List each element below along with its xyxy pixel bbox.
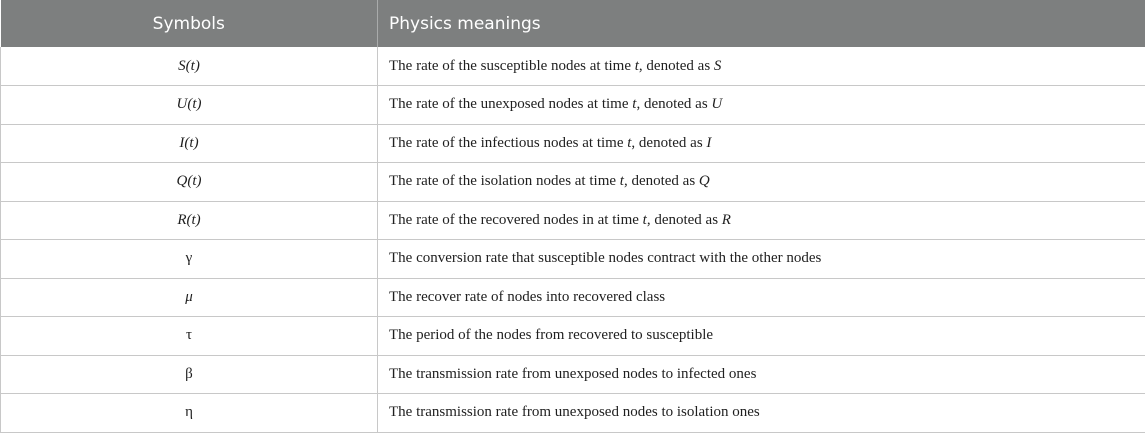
denoted-variable: S [713, 57, 722, 74]
meaning-text: The transmission rate from unexposed nodes to isolation ones [389, 404, 760, 421]
meaning-text: The recover rate of nodes into recovered class [389, 288, 666, 305]
table-row [1, 317, 1145, 356]
meaning-cell [378, 163, 1145, 202]
meaning-text: The rate of the recovered nodes in at time [389, 211, 643, 228]
table-row [1, 201, 1145, 240]
meaning-cell [378, 317, 1145, 356]
meaning-text-denoted: , denoted as [623, 173, 699, 190]
meaning-cell [378, 278, 1145, 317]
denoted-variable: I [706, 134, 712, 151]
meaning-text: The rate of the unexposed nodes at time [389, 96, 633, 113]
meaning-text: The rate of the susceptible nodes at time [389, 57, 635, 74]
meaning-text: The transmission rate from unexposed nodes to infected ones [389, 365, 757, 382]
symbol-cell [1, 278, 378, 317]
meaning-text: The rate of the infectious nodes at time [389, 134, 628, 151]
symbol-text: β [185, 365, 193, 382]
symbol-text: I(t) [179, 134, 199, 151]
symbol-cell [1, 201, 378, 240]
time-variable: t [634, 57, 639, 74]
meaning-cell [378, 124, 1145, 163]
time-variable: t [627, 134, 632, 151]
symbol-text: τ [185, 327, 193, 344]
table-row [1, 163, 1145, 202]
denoted-variable: Q [698, 173, 710, 190]
time-variable: t [642, 211, 647, 228]
time-variable: t [619, 173, 624, 190]
table-row [1, 278, 1145, 317]
meaning-cell [378, 47, 1145, 86]
table-row [1, 240, 1145, 279]
symbol-cell [1, 240, 378, 279]
column-header-symbols: Symbols [1, 0, 378, 47]
table-row [1, 47, 1145, 86]
meaning-text-denoted: , denoted as [636, 96, 712, 113]
meaning-text-denoted: , denoted as [646, 211, 722, 228]
meaning-text-denoted: , denoted as [638, 57, 714, 74]
meaning-cell [378, 394, 1145, 433]
table-row [1, 394, 1145, 433]
meaning-text-denoted: , denoted as [631, 134, 707, 151]
symbol-cell [1, 124, 378, 163]
symbol-text: η [185, 404, 193, 421]
table-row [1, 355, 1145, 394]
symbol-text: γ [185, 250, 193, 267]
table-header-row [1, 0, 1145, 47]
symbol-cell [1, 355, 378, 394]
symbol-text: S(t) [178, 57, 200, 74]
meaning-cell [378, 355, 1145, 394]
meaning-cell [378, 86, 1145, 125]
time-variable: t [632, 96, 637, 113]
meaning-cell [378, 240, 1145, 279]
denoted-variable: R [721, 211, 731, 228]
symbol-text: R(t) [177, 211, 201, 228]
meaning-text: The rate of the isolation nodes at time [389, 173, 620, 190]
meaning-cell [378, 201, 1145, 240]
symbol-cell [1, 394, 378, 433]
symbol-cell [1, 163, 378, 202]
table-row [1, 86, 1145, 125]
meaning-text: The period of the nodes from recovered to susceptible [389, 327, 714, 344]
symbol-text: μ [185, 288, 193, 305]
symbol-cell [1, 47, 378, 86]
column-header-physics-meanings: Physics meanings [389, 13, 541, 34]
table-row [1, 124, 1145, 163]
symbol-text: Q(t) [176, 173, 202, 190]
symbol-text: U(t) [176, 96, 202, 113]
symbol-cell [1, 86, 378, 125]
meaning-text: The conversion rate that susceptible nodes contract with the other nodes [389, 250, 822, 267]
symbol-cell [1, 317, 378, 356]
denoted-variable: U [711, 96, 723, 113]
